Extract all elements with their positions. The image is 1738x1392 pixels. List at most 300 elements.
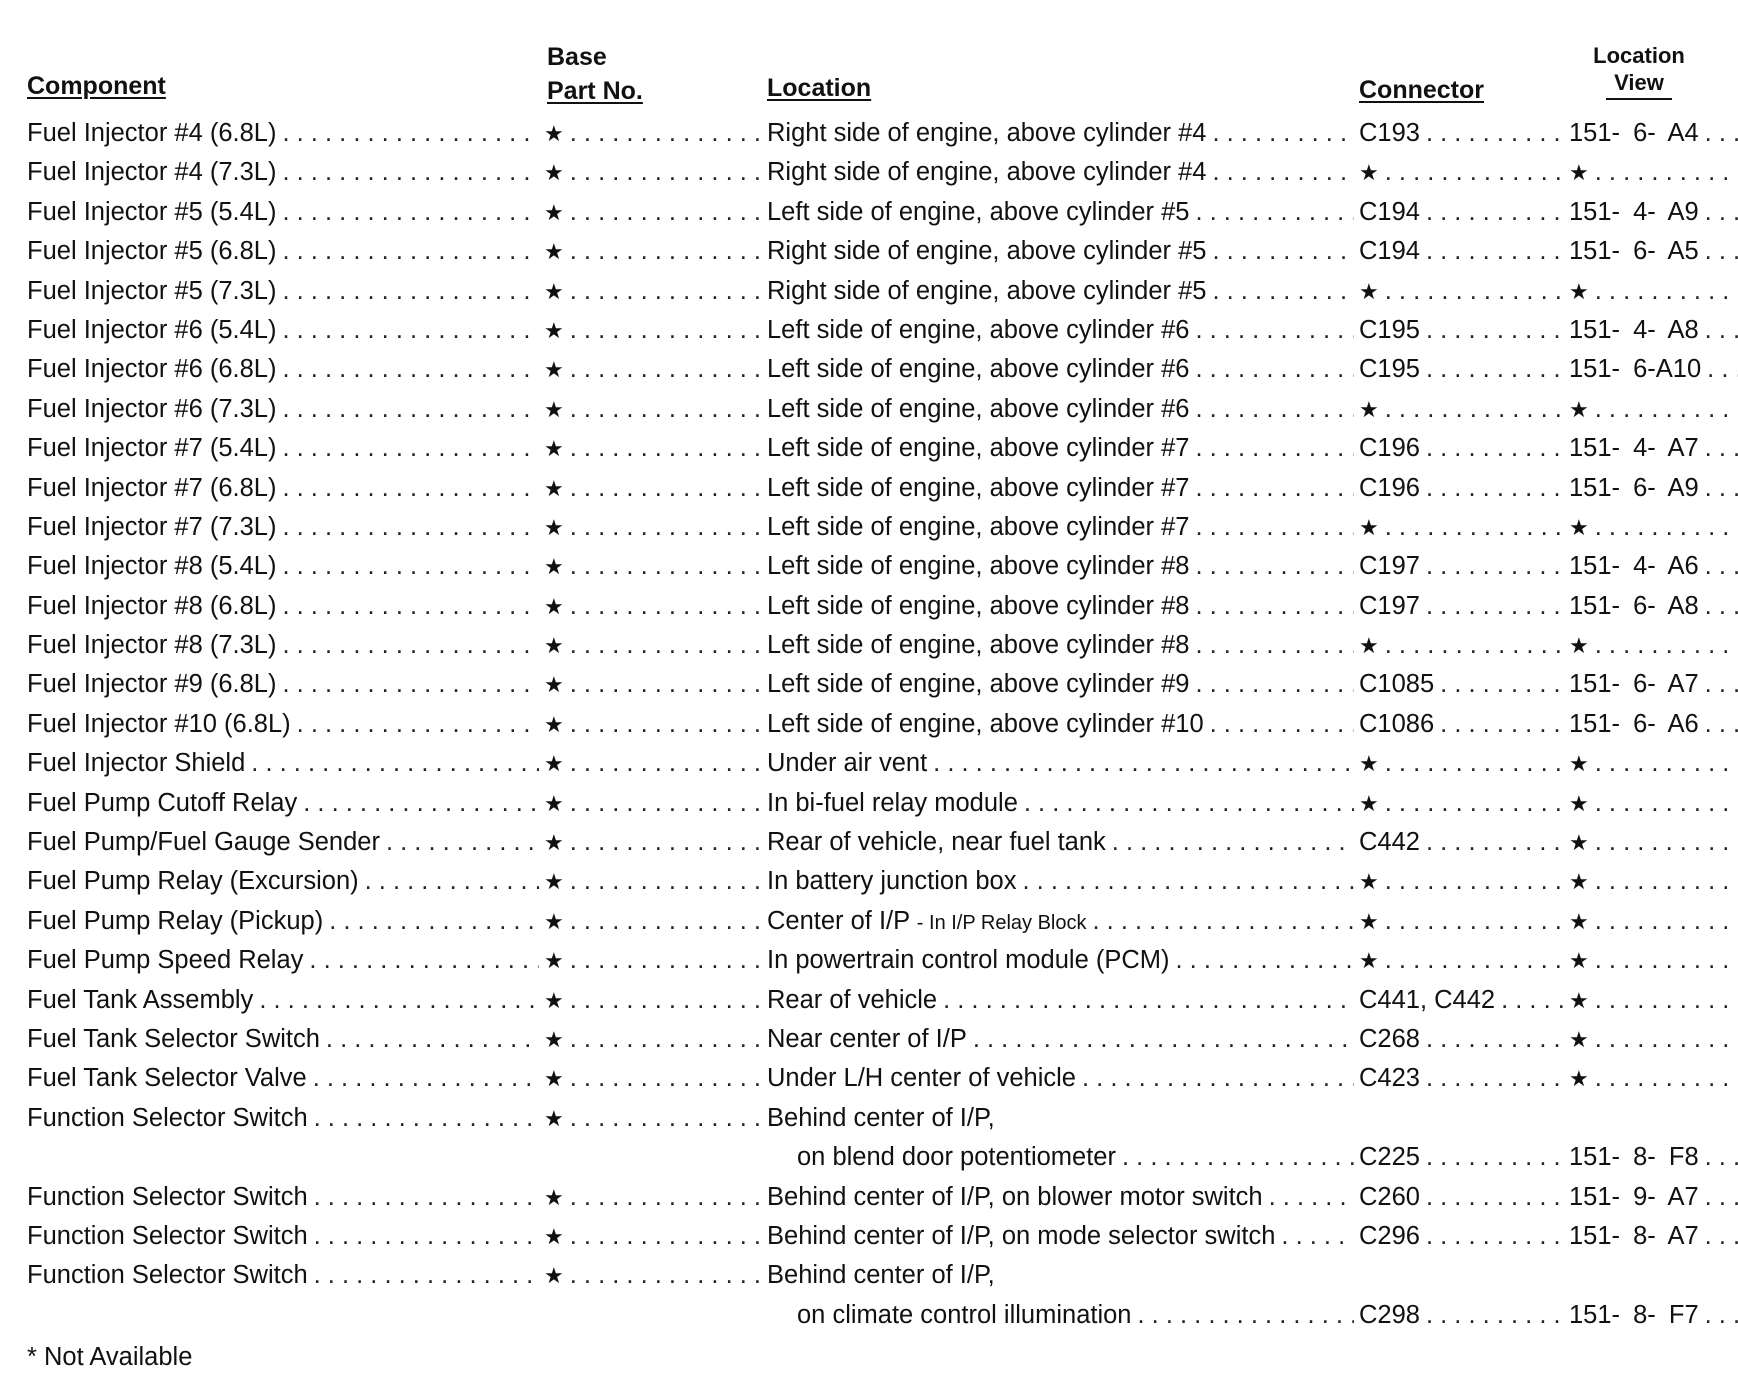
part-number-cell: ★ . . .: [544, 1020, 766, 1059]
location-cell: Left side of engine, above cylinder #9 . . .: [767, 665, 1354, 704]
dot-leader: [297, 705, 539, 744]
table-row: [0, 153, 1738, 192]
connector-cell: C298 . . .: [1359, 1296, 1565, 1335]
dot-leader: [1705, 1296, 1738, 1335]
dot-leader: [1595, 1059, 1738, 1098]
dot-leader: [1426, 547, 1565, 586]
connector-cell: ★ . . .: [1359, 941, 1565, 980]
connector-cell: C195 . . .: [1359, 311, 1565, 350]
component-cell: Fuel Injector #7 (6.8L) . . .: [27, 469, 539, 508]
location-view-cell: 151- 8- A7 . . .: [1569, 1217, 1738, 1256]
dot-leader: [1212, 114, 1354, 153]
table-row: [0, 1059, 1738, 1098]
table-row: [0, 272, 1738, 311]
dot-leader: [1112, 823, 1354, 862]
dot-leader: [973, 1020, 1354, 1059]
dot-leader: [570, 311, 766, 350]
dot-leader: [1138, 1296, 1355, 1335]
location-cell: In bi-fuel relay module . . .: [767, 784, 1354, 823]
location-view-cell: ★ . . .: [1569, 902, 1738, 941]
location-view-cell: 151- 6- A6 . . .: [1569, 705, 1738, 744]
location-cell: Right side of engine, above cylinder #4 . . .: [767, 114, 1354, 153]
dot-leader: [570, 350, 766, 389]
connector-cell: C1086 . . .: [1359, 705, 1565, 744]
component-cell: Fuel Tank Assembly . . .: [27, 981, 539, 1020]
component-cell: Fuel Injector #6 (5.4L) . . .: [27, 311, 539, 350]
component-cell: Fuel Injector #10 (6.8L) . . .: [27, 705, 539, 744]
connector-cell: C197 . . .: [1359, 547, 1565, 586]
connector-cell: C193 . . .: [1359, 114, 1565, 153]
dot-leader: [282, 311, 539, 350]
part-number-cell: ★ . . .: [544, 626, 766, 665]
location-view-cell: 151- 8- F8 . . .: [1569, 1138, 1738, 1177]
dot-leader: [1093, 902, 1355, 941]
table-row: [0, 114, 1738, 153]
dot-leader: [570, 665, 766, 704]
part-number-cell: ★ . . .: [544, 153, 766, 192]
header-component: Component: [27, 72, 166, 100]
dot-leader: [1705, 547, 1738, 586]
dot-leader: [570, 744, 766, 783]
dot-leader: [943, 981, 1354, 1020]
dot-leader: [933, 744, 1354, 783]
dot-leader: [1426, 1138, 1565, 1177]
dot-leader: [1426, 1020, 1565, 1059]
component-cell: Function Selector Switch . . .: [27, 1178, 539, 1217]
dot-leader: [570, 114, 766, 153]
part-number-cell: ★ . . .: [544, 981, 766, 1020]
dot-leader: [570, 272, 766, 311]
connector-cell: ★ . . .: [1359, 508, 1565, 547]
dot-leader: [1175, 941, 1354, 980]
dot-leader: [1426, 193, 1565, 232]
dot-leader: [282, 232, 539, 271]
dot-leader: [282, 272, 539, 311]
component-cell: Fuel Injector #7 (5.4L) . . .: [27, 429, 539, 468]
dot-leader: [1082, 1059, 1354, 1098]
dot-leader: [1705, 311, 1738, 350]
part-number-cell: ★ . . .: [544, 390, 766, 429]
connector-cell: ★ . . .: [1359, 626, 1565, 665]
part-number-cell: ★ . . .: [544, 272, 766, 311]
table-row: [0, 665, 1738, 704]
location-view-cell: 151- 4- A8 . . .: [1569, 311, 1738, 350]
dot-leader: [1426, 232, 1565, 271]
location-cell: In powertrain control module (PCM) . . .: [767, 941, 1354, 980]
dot-leader: [1595, 744, 1738, 783]
component-cell: Fuel Injector #8 (7.3L) . . .: [27, 626, 539, 665]
dot-leader: [1195, 193, 1354, 232]
dot-leader: [1385, 784, 1565, 823]
connector-cell: C296 . . .: [1359, 1217, 1565, 1256]
component-cell: Function Selector Switch . . .: [27, 1256, 539, 1295]
dot-leader: [1269, 1178, 1354, 1217]
connector-cell: C225 . . .: [1359, 1138, 1565, 1177]
location-view-cell: ★ . . .: [1569, 744, 1738, 783]
component-cell: Fuel Pump Cutoff Relay . . .: [27, 784, 539, 823]
dot-leader: [1705, 469, 1738, 508]
part-number-cell: ★ . . .: [544, 941, 766, 980]
dot-leader: [1595, 823, 1738, 862]
part-number-cell: ★ . . .: [544, 350, 766, 389]
component-cell: Fuel Injector #7 (7.3L) . . .: [27, 508, 539, 547]
location-view-cell: ★ . . .: [1569, 981, 1738, 1020]
part-number-cell: ★ . . .: [544, 1217, 766, 1256]
dot-leader: [570, 232, 766, 271]
dot-leader: [259, 981, 539, 1020]
location-view-cell: 151- 6- A4 . . .: [1569, 114, 1738, 153]
dot-leader: [282, 350, 539, 389]
location-view-cell: 151- 6- A5 . . .: [1569, 232, 1738, 271]
table-row: [0, 1020, 1738, 1059]
location-cell: In battery junction box . . .: [767, 862, 1354, 901]
connector-cell: ★ . . .: [1359, 862, 1565, 901]
header-base-part-no: Base Part No.: [547, 43, 643, 105]
dot-leader: [1195, 429, 1354, 468]
dot-leader: [1122, 1138, 1354, 1177]
location-cell: Behind center of I/P, on blower motor switch . . .: [767, 1178, 1354, 1217]
location-view-cell: 151- 8- F7 . . .: [1569, 1296, 1738, 1335]
location-view-cell: ★ . . .: [1569, 272, 1738, 311]
part-number-cell: ★ . . .: [544, 902, 766, 941]
table-row: [0, 1099, 1738, 1178]
location-view-cell: 151- 6-A10 . . .: [1569, 350, 1738, 389]
dot-leader: [1426, 350, 1565, 389]
dot-leader: [1212, 232, 1354, 271]
dot-leader: [570, 469, 766, 508]
connector-cell: C196 . . .: [1359, 429, 1565, 468]
dot-leader: [1385, 744, 1565, 783]
location-cell: Behind center of I/P,: [767, 1103, 995, 1132]
table-row: [0, 784, 1738, 823]
dot-leader: [570, 1256, 766, 1295]
part-number-cell: ★ . . .: [544, 311, 766, 350]
dot-leader: [313, 1059, 539, 1098]
connector-cell: ★ . . .: [1359, 784, 1565, 823]
location-cell: Left side of engine, above cylinder #8 . . .: [767, 547, 1354, 586]
dot-leader: [1385, 626, 1565, 665]
component-cell: Fuel Tank Selector Switch . . .: [27, 1020, 539, 1059]
dot-leader: [282, 469, 539, 508]
table-row: [0, 547, 1738, 586]
dot-leader: [1595, 390, 1738, 429]
location-cell: Left side of engine, above cylinder #7 . . .: [767, 429, 1354, 468]
dot-leader: [282, 547, 539, 586]
dot-leader: [1705, 193, 1738, 232]
connector-cell: ★ . . .: [1359, 272, 1565, 311]
dot-leader: [1426, 469, 1565, 508]
location-cell: Behind center of I/P, on mode selector switch . . .: [767, 1217, 1354, 1256]
table-row: [0, 232, 1738, 271]
dot-leader: [1022, 862, 1354, 901]
table-row: [0, 429, 1738, 468]
dot-leader: [282, 114, 539, 153]
location-view-cell: ★ . . .: [1569, 626, 1738, 665]
table-row: [0, 193, 1738, 232]
dot-leader: [1595, 784, 1738, 823]
location-view-cell: ★ . . .: [1569, 390, 1738, 429]
dot-leader: [1212, 272, 1354, 311]
component-cell: Fuel Injector #4 (7.3L) . . .: [27, 153, 539, 192]
dot-leader: [570, 153, 766, 192]
table-row: [0, 1256, 1738, 1335]
location-view-cell: ★ . . .: [1569, 508, 1738, 547]
table-row: [0, 390, 1738, 429]
location-view-cell: ★ . . .: [1569, 1020, 1738, 1059]
dot-leader: [1426, 1059, 1565, 1098]
location-view-cell: ★ . . .: [1569, 784, 1738, 823]
dot-leader: [1195, 469, 1354, 508]
dot-leader: [1385, 508, 1565, 547]
part-number-cell: ★ . . .: [544, 784, 766, 823]
connector-cell: C195 . . .: [1359, 350, 1565, 389]
connector-cell: ★ . . .: [1359, 153, 1565, 192]
part-number-cell: ★ . . .: [544, 823, 766, 862]
component-cell: Fuel Injector #4 (6.8L) . . .: [27, 114, 539, 153]
part-number-cell: ★ . . .: [544, 862, 766, 901]
location-view-cell: ★ . . .: [1569, 862, 1738, 901]
dot-leader: [1385, 153, 1565, 192]
dot-leader: [1705, 232, 1738, 271]
connector-cell: C260 . . .: [1359, 1178, 1565, 1217]
part-number-cell: ★ . . .: [544, 665, 766, 704]
header-connector: Connector: [1359, 76, 1484, 104]
location-cell: Behind center of I/P,: [767, 1261, 995, 1290]
dot-leader: [570, 705, 766, 744]
dot-leader: [329, 902, 539, 941]
location-cell: Left side of engine, above cylinder #6 . . .: [767, 390, 1354, 429]
connector-cell: C268 . . .: [1359, 1020, 1565, 1059]
location-view-cell: 151- 4- A6 . . .: [1569, 547, 1738, 586]
connector-cell: C442 . . .: [1359, 823, 1565, 862]
dot-leader: [1426, 311, 1565, 350]
dot-leader: [282, 665, 539, 704]
footnote-not-available: * Not Available: [27, 1343, 193, 1371]
dot-leader: [1426, 1296, 1565, 1335]
location-cell: Under air vent . . .: [767, 744, 1354, 783]
dot-leader: [1195, 547, 1354, 586]
dot-leader: [1281, 1217, 1354, 1256]
dot-leader: [1595, 902, 1738, 941]
dot-leader: [1385, 902, 1565, 941]
dot-leader: [1195, 508, 1354, 547]
table-row: [0, 941, 1738, 980]
component-cell: Fuel Injector #5 (5.4L) . . .: [27, 193, 539, 232]
dot-leader: [1426, 429, 1565, 468]
dot-leader: [1705, 705, 1738, 744]
location-continuation-cell: on climate control illumination . . .: [797, 1296, 1354, 1335]
location-cell: Left side of engine, above cylinder #7 . . .: [767, 508, 1354, 547]
dot-leader: [1426, 1217, 1565, 1256]
dot-leader: [1440, 705, 1565, 744]
dot-leader: [1501, 981, 1565, 1020]
dot-leader: [1385, 272, 1565, 311]
table-row: [0, 1178, 1738, 1217]
dot-leader: [1426, 114, 1565, 153]
part-number-cell: ★ . . .: [544, 114, 766, 153]
location-view-cell: ★ . . .: [1569, 1059, 1738, 1098]
dot-leader: [1210, 705, 1354, 744]
dot-leader: [1426, 1178, 1565, 1217]
component-cell: Fuel Injector #6 (6.8L) . . .: [27, 350, 539, 389]
component-cell: Fuel Pump/Fuel Gauge Sender . . .: [27, 823, 539, 862]
component-cell: Function Selector Switch . . .: [27, 1099, 539, 1138]
connector-cell: C197 . . .: [1359, 587, 1565, 626]
dot-leader: [1426, 587, 1565, 626]
dot-leader: [1705, 1138, 1738, 1177]
dot-leader: [1595, 272, 1738, 311]
dot-leader: [282, 626, 539, 665]
part-number-cell: ★ . . .: [544, 1256, 766, 1295]
location-cell: Left side of engine, above cylinder #8 . . .: [767, 626, 1354, 665]
location-cell: Left side of engine, above cylinder #6 . . .: [767, 311, 1354, 350]
part-number-cell: ★ . . .: [544, 744, 766, 783]
connector-cell: ★ . . .: [1359, 390, 1565, 429]
table-row: [0, 311, 1738, 350]
part-number-cell: ★ . . .: [544, 508, 766, 547]
dot-leader: [1195, 350, 1354, 389]
dot-leader: [1595, 626, 1738, 665]
dot-leader: [570, 508, 766, 547]
location-cell: Left side of engine, above cylinder #10 . . .: [767, 705, 1354, 744]
part-number-cell: ★ . . .: [544, 547, 766, 586]
location-view-cell: ★ . . .: [1569, 153, 1738, 192]
dot-leader: [1385, 862, 1565, 901]
dot-leader: [1705, 1178, 1738, 1217]
component-cell: Fuel Injector Shield . . .: [27, 744, 539, 783]
dot-leader: [570, 1217, 766, 1256]
table-row: [0, 508, 1738, 547]
dot-leader: [570, 390, 766, 429]
dot-leader: [1195, 311, 1354, 350]
dot-leader: [1595, 1020, 1738, 1059]
dot-leader: [570, 429, 766, 468]
dot-leader: [570, 902, 766, 941]
dot-leader: [314, 1256, 539, 1295]
location-cell: Right side of engine, above cylinder #5 . . .: [767, 232, 1354, 271]
dot-leader: [303, 784, 539, 823]
table-row: [0, 469, 1738, 508]
part-number-cell: ★ . . .: [544, 429, 766, 468]
dot-leader: [570, 862, 766, 901]
connector-cell: C441, C442 . . .: [1359, 981, 1565, 1020]
component-cell: Fuel Injector #5 (6.8L) . . .: [27, 232, 539, 271]
dot-leader: [570, 981, 766, 1020]
dot-leader: [314, 1217, 539, 1256]
dot-leader: [1385, 390, 1565, 429]
part-number-cell: ★ . . .: [544, 1099, 766, 1138]
location-cell: Right side of engine, above cylinder #4 . . .: [767, 153, 1354, 192]
connector-cell: C194 . . .: [1359, 193, 1565, 232]
table-row: [0, 705, 1738, 744]
location-view-cell: 151- 4- A7 . . .: [1569, 429, 1738, 468]
location-view-cell: 151- 4- A9 . . .: [1569, 193, 1738, 232]
dot-leader: [386, 823, 539, 862]
dot-leader: [570, 587, 766, 626]
dot-leader: [1440, 665, 1565, 704]
table-row: [0, 981, 1738, 1020]
table-row: [0, 1217, 1738, 1256]
location-view-cell: ★ . . .: [1569, 823, 1738, 862]
part-number-cell: ★ . . .: [544, 1059, 766, 1098]
part-number-cell: ★ . . .: [544, 587, 766, 626]
location-view-cell: 151- 6- A7 . . .: [1569, 665, 1738, 704]
dot-leader: [1705, 1217, 1738, 1256]
dot-leader: [1595, 153, 1738, 192]
component-cell: Function Selector Switch . . .: [27, 1217, 539, 1256]
header-location: Location: [767, 74, 872, 102]
component-cell: Fuel Tank Selector Valve . . .: [27, 1059, 539, 1098]
part-number-cell: ★ . . .: [544, 232, 766, 271]
dot-leader: [1024, 784, 1354, 823]
component-cell: Fuel Pump Speed Relay . . .: [27, 941, 539, 980]
table-row: [0, 744, 1738, 783]
component-cell: Fuel Injector #5 (7.3L) . . .: [27, 272, 539, 311]
component-cell: Fuel Injector #8 (6.8L) . . .: [27, 587, 539, 626]
dot-leader: [570, 784, 766, 823]
dot-leader: [1195, 665, 1354, 704]
location-cell: Rear of vehicle . . .: [767, 981, 1354, 1020]
dot-leader: [1705, 114, 1738, 153]
location-cell: Near center of I/P . . .: [767, 1020, 1354, 1059]
component-cell: Fuel Injector #9 (6.8L) . . .: [27, 665, 539, 704]
table-row: [0, 350, 1738, 389]
part-number-cell: ★ . . .: [544, 705, 766, 744]
location-cell: Left side of engine, above cylinder #7 . . .: [767, 469, 1354, 508]
dot-leader: [1595, 941, 1738, 980]
dot-leader: [570, 1059, 766, 1098]
dot-leader: [365, 862, 539, 901]
dot-leader: [282, 587, 539, 626]
dot-leader: [1705, 665, 1738, 704]
location-view-cell: 151- 6- A8 . . .: [1569, 587, 1738, 626]
component-location-table: [0, 114, 1738, 1335]
connector-cell: C423 . . .: [1359, 1059, 1565, 1098]
dot-leader: [282, 508, 539, 547]
component-cell: Fuel Pump Relay (Excursion) . . .: [27, 862, 539, 901]
dot-leader: [570, 193, 766, 232]
dot-leader: [1212, 153, 1354, 192]
dot-leader: [1385, 941, 1565, 980]
dot-leader: [570, 941, 766, 980]
location-cell: Rear of vehicle, near fuel tank . . .: [767, 823, 1354, 862]
dot-leader: [1595, 862, 1738, 901]
location-cell: Left side of engine, above cylinder #6 . . .: [767, 350, 1354, 389]
dot-leader: [282, 193, 539, 232]
connector-cell: C1085 . . .: [1359, 665, 1565, 704]
location-cell: Left side of engine, above cylinder #5 . . .: [767, 193, 1354, 232]
component-cell: Fuel Injector #6 (7.3L) . . .: [27, 390, 539, 429]
dot-leader: [1195, 390, 1354, 429]
dot-leader: [1195, 587, 1354, 626]
location-cell: Left side of engine, above cylinder #8 . . .: [767, 587, 1354, 626]
part-number-cell: ★ . . .: [544, 1178, 766, 1217]
dot-leader: [282, 429, 539, 468]
connector-cell: ★ . . .: [1359, 902, 1565, 941]
connector-cell: C196 . . .: [1359, 469, 1565, 508]
dot-leader: [314, 1178, 539, 1217]
dot-leader: [251, 744, 539, 783]
part-number-cell: ★ . . .: [544, 469, 766, 508]
location-view-cell: ★ . . .: [1569, 941, 1738, 980]
connector-cell: C194 . . .: [1359, 232, 1565, 271]
dot-leader: [570, 547, 766, 586]
location-view-cell: 151- 9- A7 . . .: [1569, 1178, 1738, 1217]
dot-leader: [1595, 508, 1738, 547]
dot-leader: [282, 153, 539, 192]
location-view-cell: 151- 6- A9 . . .: [1569, 469, 1738, 508]
dot-leader: [1705, 587, 1738, 626]
